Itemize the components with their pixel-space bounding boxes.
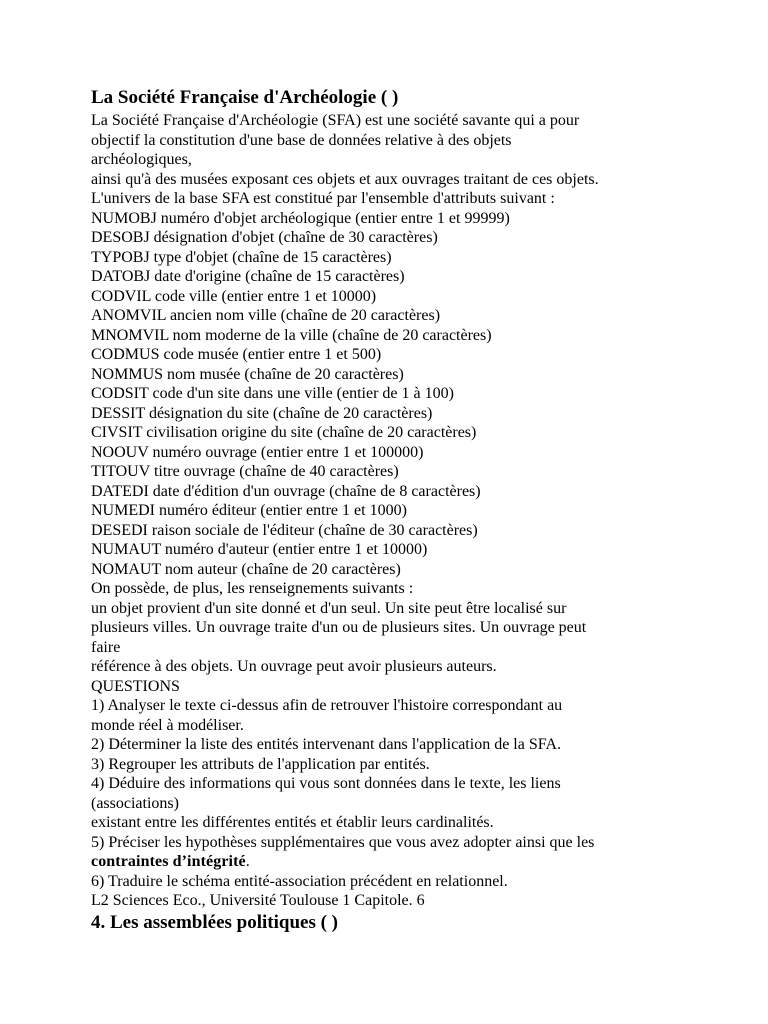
attribute-line: CODVIL code ville (entier entre 1 et 10000): [91, 287, 377, 305]
document-page: [91, 87, 763, 935]
attribute-line: NUMOBJ numéro d'objet archéologique (entier entre 1 et 99999): [91, 209, 510, 227]
attribute-line: CODSIT code d'un site dans une ville (entier de 1 à 100): [91, 385, 454, 402]
constraints-suffix: .: [245, 853, 250, 870]
text-line: faire: [91, 638, 121, 656]
text-line: archéologiques,: [91, 151, 192, 168]
attribute-line: TYPOBJ type d'objet (chaîne de 15 caractères): [91, 248, 392, 266]
question-line: 2) Déterminer la liste des entités intervenant dans l'application de la SFA.: [91, 736, 562, 753]
attribute-line: DESSIT désignation du site (chaîne de 20 caractères): [91, 404, 433, 422]
attribute-line: NOMMUS nom musée (chaîne de 20 caractères): [91, 365, 404, 383]
text-line: ainsi qu'à des musées exposant ces objets et aux ouvrages traitant de ces objets.: [91, 170, 599, 188]
question-line: 6) Traduire le schéma entité-association précédent en relationnel.: [91, 872, 508, 890]
attribute-line: DESEDI raison sociale de l'éditeur (chaîne de 30 caractères): [91, 521, 478, 539]
attribute-line: ANOMVIL ancien nom ville (chaîne de 20 caractères): [91, 307, 441, 324]
text-line: un objet provient d'un site donné et d'un seul. Un site peut être localisé sur: [91, 599, 567, 617]
question-line: existant entre les différentes entités et établir leurs cardinalités.: [91, 814, 494, 831]
constraints-bold-text: contraintes d’intégrité: [91, 853, 246, 870]
question-line: 5) Préciser les hypothèses supplémentaires que vous avez adopter ainsi que les: [91, 833, 595, 851]
text-line: référence à des objets. Un ouvrage peut avoir plusieurs auteurs.: [91, 658, 497, 675]
next-section-heading: 4. Les assemblées politiques ( ): [91, 911, 338, 933]
attribute-line: NOOUV numéro ouvrage (entier entre 1 et 100000): [91, 443, 424, 461]
text-line: objectif la constitution d'une base de données relative à des objets: [91, 131, 512, 149]
attribute-line: NUMAUT numéro d'auteur (entier entre 1 et 10000): [91, 541, 428, 558]
text-line: L'univers de la base SFA est constitué par l'ensemble d'attributs suivant :: [91, 190, 555, 207]
attribute-line: CODMUS code musée (entier entre 1 et 500): [91, 346, 382, 363]
text-line: La Société Française d'Archéologie (SFA) est une société savante qui a pour: [91, 112, 580, 129]
attribute-line: NUMEDI numéro éditeur (entier entre 1 et 1000): [91, 502, 407, 519]
text-line: plusieurs villes. Un ouvrage traite d'un ou de plusieurs sites. Un ouvrage peut: [91, 619, 587, 636]
question-line: 4) Déduire des informations qui vous sont données dans le texte, les liens: [91, 775, 561, 792]
attribute-line: TITOUV titre ouvrage (chaîne de 40 caractères): [91, 463, 399, 480]
questions-heading: QUESTIONS: [91, 677, 180, 695]
attribute-line: MNOMVIL nom moderne de la ville (chaîne de 20 caractères): [91, 326, 492, 344]
question-line: 3) Regrouper les attributs de l'application par entités.: [91, 755, 430, 773]
question-line: (associations): [91, 794, 179, 812]
attribute-line: DATOBJ date d'origine (chaîne de 15 caractères): [91, 268, 405, 285]
text-line: On possède, de plus, les renseignements suivants :: [91, 580, 414, 597]
question-line: monde réel à modéliser.: [91, 716, 244, 734]
attribute-line: NOMAUT nom auteur (chaîne de 20 caractères): [91, 560, 401, 578]
question-line: 1) Analyser le texte ci-dessus afin de retrouver l'histoire correspondant au: [91, 697, 563, 714]
attribute-line: DESOBJ désignation d'objet (chaîne de 30 caractères): [91, 229, 438, 246]
attribute-line: DATEDI date d'édition d'un ouvrage (chaîne de 8 caractères): [91, 482, 481, 500]
document-title: La Société Française d'Archéologie ( ): [91, 87, 399, 108]
attribute-line: CIVSIT civilisation origine du site (chaîne de 20 caractères): [91, 424, 477, 441]
footer-line: L2 Sciences Eco., Université Toulouse 1 Capitole. 6: [91, 892, 425, 909]
body-text: [91, 111, 763, 911]
constraints-line: [91, 852, 763, 872]
